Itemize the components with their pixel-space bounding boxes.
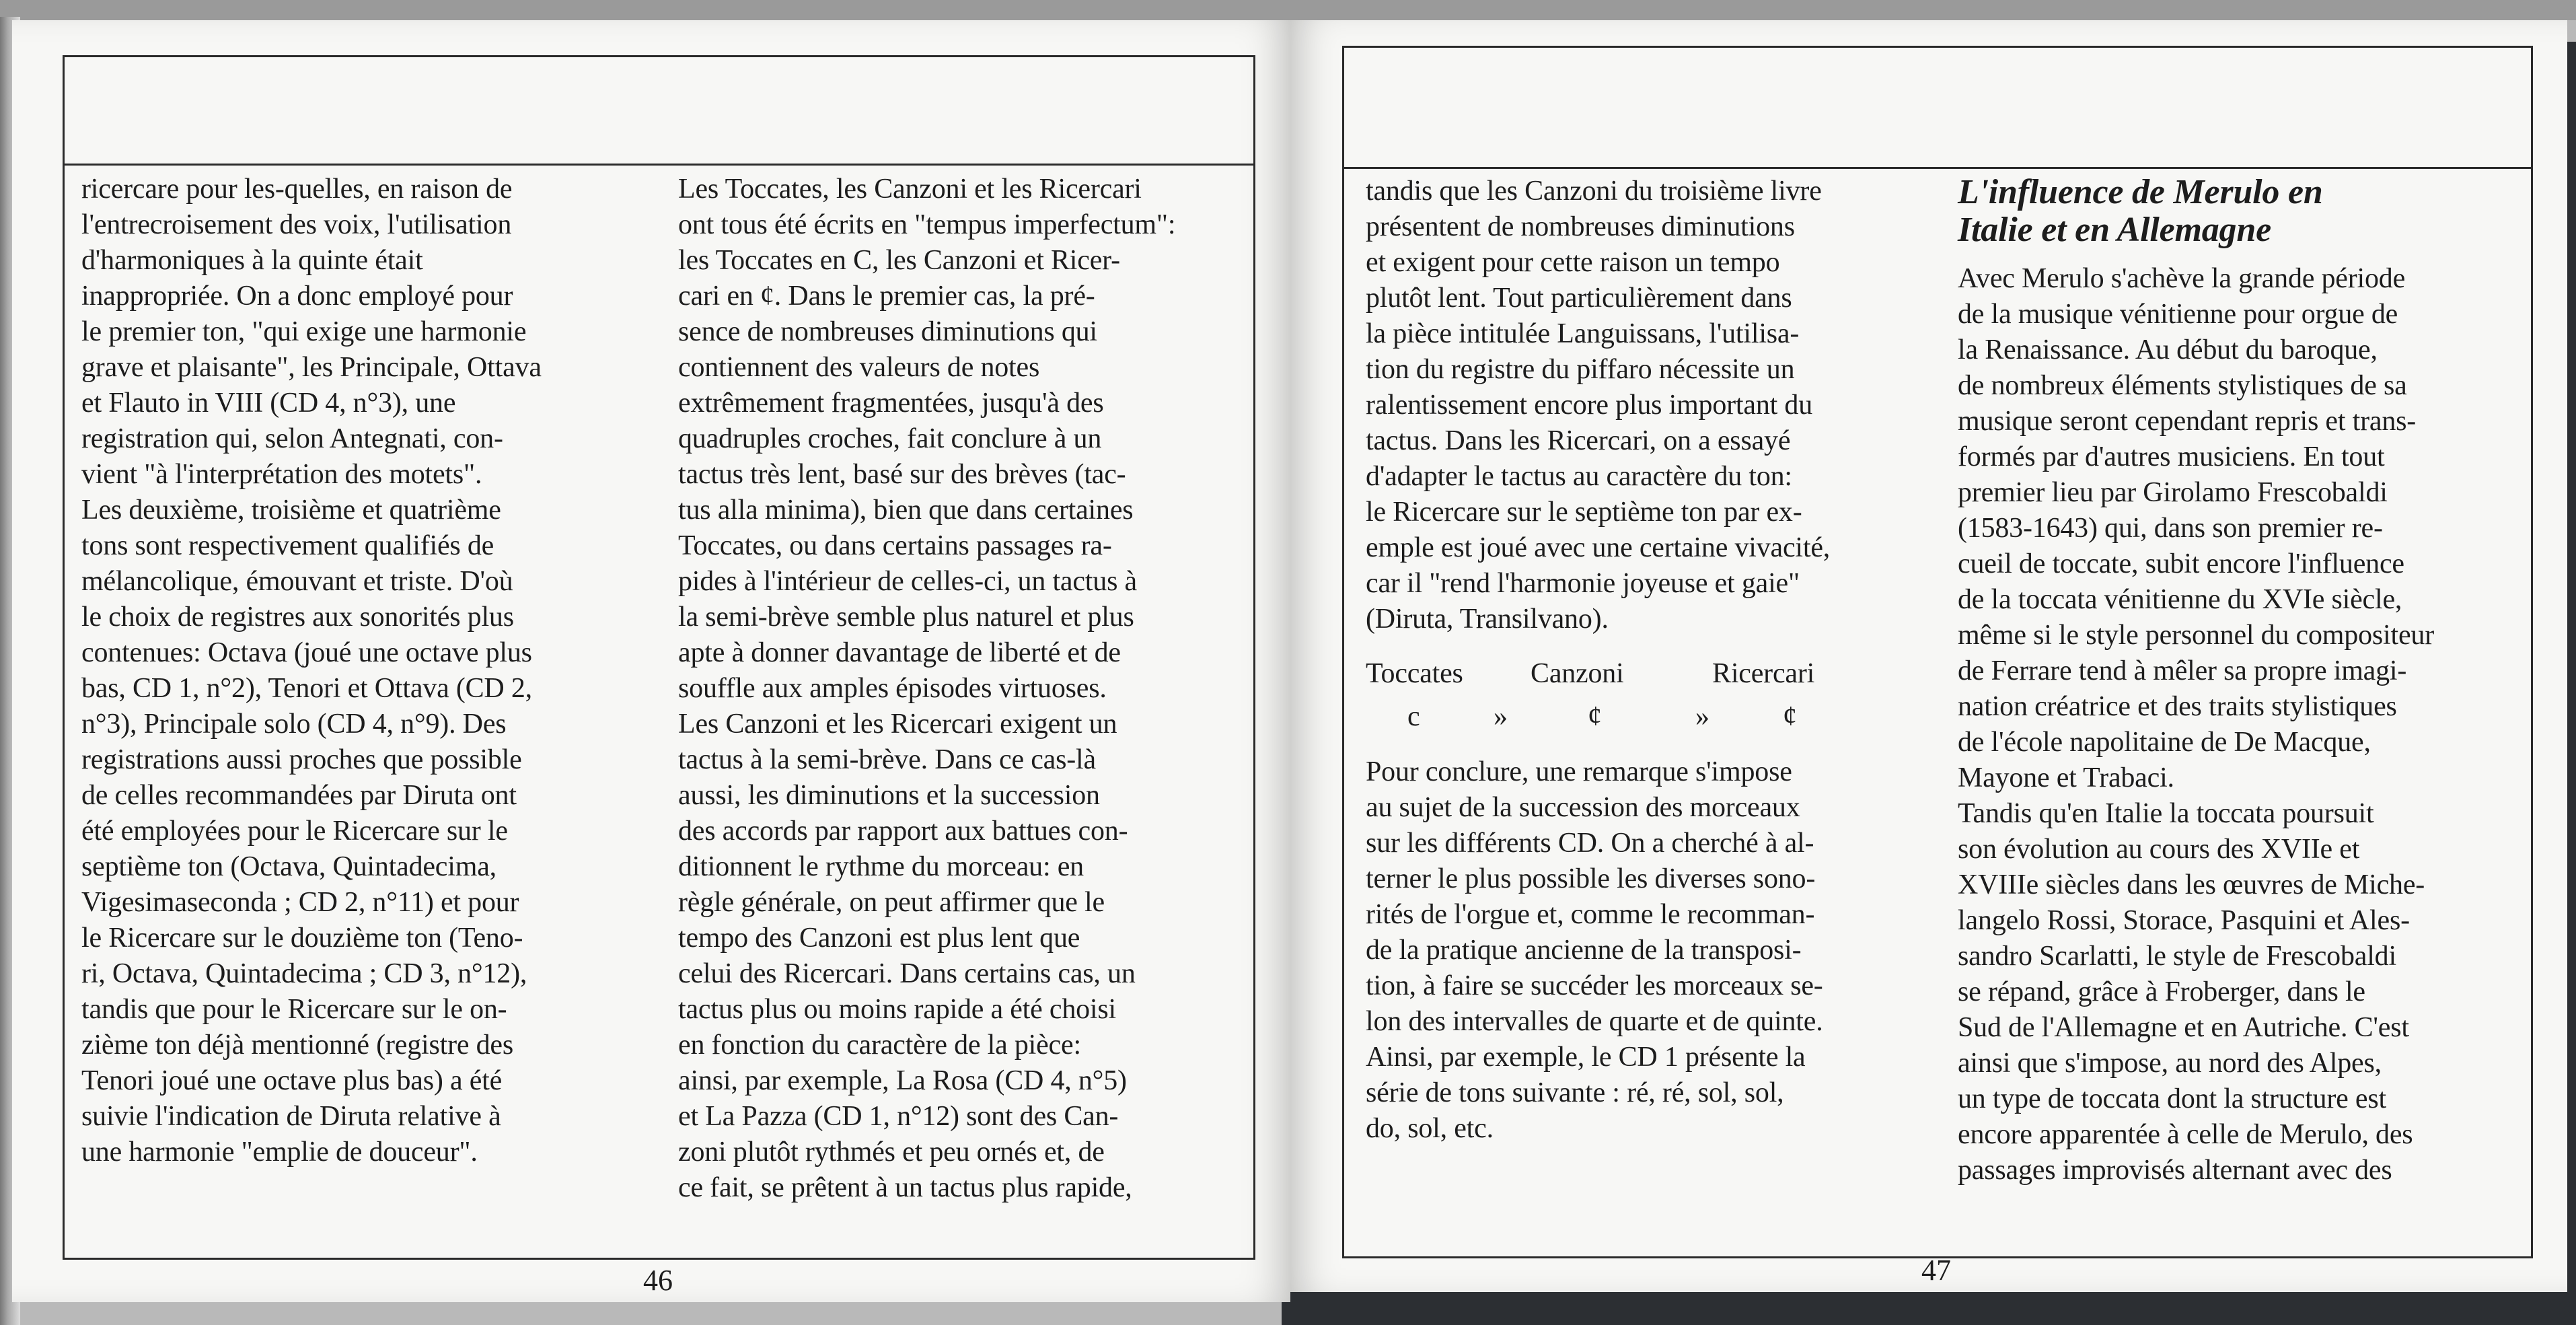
text-line: tandis que pour le Ricercare sur le on- xyxy=(81,994,507,1025)
text-line: ainsi que s'impose, au nord des Alpes, xyxy=(1958,1048,2382,1079)
tempo-table-values xyxy=(1366,695,1917,738)
text-line: aussi, les diminutions et la succession xyxy=(678,780,1100,811)
text-line: ralentissement encore plus important du xyxy=(1366,390,1813,421)
tempo-table-header xyxy=(1366,652,1917,695)
text-line: tactus. Dans les Ricercari, on a essayé xyxy=(1366,425,1791,456)
header-rule xyxy=(63,164,1255,166)
text-line: quadruples croches, fait conclure à un xyxy=(678,423,1102,454)
text-line: tons sont respectivement qualifiés de xyxy=(81,530,494,561)
tempo-value-ricercari: ¢ xyxy=(1783,701,1797,732)
text-line: celui des Ricercari. Dans certains cas, un xyxy=(678,958,1136,989)
text-line: présentent de nombreuses diminutions xyxy=(1366,211,1795,242)
text-line: tactus plus ou moins rapide a été choisi xyxy=(678,994,1117,1025)
text-line: Avec Merulo s'achève la grande période xyxy=(1958,263,2406,294)
text-line: Sud de l'Allemagne et en Autriche. C'est xyxy=(1958,1012,2409,1043)
text-line: la semi-brève semble plus naturel et plus xyxy=(678,602,1134,633)
text-line: de celles recommandées par Diruta ont xyxy=(81,780,517,811)
text-line: mélancolique, émouvant et triste. D'où xyxy=(81,566,513,597)
text-line: se répand, grâce à Froberger, dans le xyxy=(1958,976,2365,1007)
text-line: la Renaissance. Au début du baroque, xyxy=(1958,334,2378,365)
text-line: sence de nombreuses diminutions qui xyxy=(678,316,1097,347)
page-number: 47 xyxy=(1921,1254,1951,1287)
tempo-header-canzoni: Canzoni xyxy=(1531,657,1624,689)
text-line: règle générale, on peut affirmer que le xyxy=(678,887,1105,918)
background-top xyxy=(0,0,2576,20)
text-line: au sujet de la succession des morceaux xyxy=(1366,792,1800,823)
text-line: Mayone et Trabaci. xyxy=(1958,762,2174,793)
paragraph-top xyxy=(1366,174,1917,637)
text-line: zoni plutôt rythmés et peu ornés et, de xyxy=(678,1137,1105,1168)
text-line: tactus très lent, basé sur des brèves (tac- xyxy=(678,459,1126,490)
text-line: les Toccates en C, les Canzoni et Ricer- xyxy=(678,245,1120,276)
text-line: grave et plaisante", les Principale, Ottava xyxy=(81,352,542,383)
text-line: série de tons suivante : ré, ré, sol, sol, xyxy=(1366,1077,1784,1108)
text-line: passages improvisés alternant avec des xyxy=(1958,1155,2392,1186)
text-line: do, sol, etc. xyxy=(1366,1113,1494,1144)
text-line: ricercare pour les-quelles, en raison de xyxy=(81,174,513,205)
text-line: de la pratique ancienne de la transposi- xyxy=(1366,935,1802,966)
tempo-value-toccates: c xyxy=(1407,701,1420,732)
text-line: zième ton déjà mentionné (registre des xyxy=(81,1030,513,1061)
right-page-column-2 xyxy=(1958,174,2509,1188)
text-line: tempo des Canzoni est plus lent que xyxy=(678,923,1080,954)
text-line: inappropriée. On a donc employé pour xyxy=(81,281,513,312)
text-line: encore apparentée à celle de Merulo, des xyxy=(1958,1119,2413,1150)
text-line: de Ferrare tend à mêler sa propre imagi- xyxy=(1958,655,2407,686)
left-page-column-1 xyxy=(81,172,636,1170)
text-line: Pour conclure, une remarque s'impose xyxy=(1366,756,1792,787)
text-line: et exigent pour cette raison un tempo xyxy=(1366,247,1780,278)
text-line: n°3), Principale solo (CD 4, n°9). Des xyxy=(81,709,507,740)
text-line: des accords par rapport aux battues con- xyxy=(678,816,1128,847)
tempo-value-canzoni: ¢ xyxy=(1588,701,1602,732)
text-line: tactus à la semi-brève. Dans ce cas-là xyxy=(678,744,1096,775)
text-line: Les Toccates, les Canzoni et les Ricercari xyxy=(678,174,1142,205)
text-line: septième ton (Octava, Quintadecima, xyxy=(81,851,496,882)
text-line: un type de toccata dont la structure est xyxy=(1958,1083,2386,1114)
text-line: tion, à faire se succéder les morceaux se- xyxy=(1366,970,1823,1001)
text-line: musique seront cependant repris et trans- xyxy=(1958,406,2417,437)
text-line: (Diruta, Transilvano). xyxy=(1366,604,1609,635)
text-line: ont tous été écrits en "tempus imperfectum": xyxy=(678,209,1176,240)
text-line: Tandis qu'en Italie la toccata poursuit xyxy=(1958,798,2374,829)
text-line: tandis que les Canzoni du troisième livre xyxy=(1366,176,1822,207)
text-line: et Flauto in VIII (CD 4, n°3), une xyxy=(81,388,456,419)
text-line: ditionnent le rythme du morceau: en xyxy=(678,851,1084,882)
text-line: vient "à l'interprétation des motets". xyxy=(81,459,482,490)
text-line: extrêmement fragmentées, jusqu'à des xyxy=(678,388,1104,419)
text-line: ri, Octava, Quintadecima ; CD 3, n°12), xyxy=(81,958,527,989)
text-line: L'influence de Merulo en xyxy=(1958,173,2323,211)
text-line: le Ricercare sur le douzième ton (Teno- xyxy=(81,923,523,954)
text-line: sandro Scarlatti, le style de Frescobaldi xyxy=(1958,941,2396,972)
text-line: (1583-1643) qui, dans son premier re- xyxy=(1958,513,2383,544)
text-line: contiennent des valeurs de notes xyxy=(678,352,1040,383)
text-line: registration qui, selon Antegnati, con- xyxy=(81,423,503,454)
text-line: registrations aussi proches que possible xyxy=(81,744,522,775)
text-line: rités de l'orgue et, comme le recomman- xyxy=(1366,899,1815,930)
text-line: plutôt lent. Tout particulièrement dans xyxy=(1366,283,1792,314)
text-line: le choix de registres aux sonorités plus xyxy=(81,602,514,633)
text-line: la pièce intitulée Languissans, l'utilisa- xyxy=(1366,318,1800,349)
text-line: nation créatrice et des traits stylistiques xyxy=(1958,691,2397,722)
text-line: son évolution au cours des XVIIe et xyxy=(1958,834,2360,865)
text-line: d'adapter le tactus au caractère du ton: xyxy=(1366,461,1792,492)
page-number: 46 xyxy=(643,1264,673,1297)
text-line: Les Canzoni et les Ricercari exigent un xyxy=(678,709,1117,740)
section-heading xyxy=(1958,174,2509,249)
text-line: ce fait, se prêtent à un tactus plus rapide, xyxy=(678,1172,1132,1203)
text-line: Italie et en Allemagne xyxy=(1958,211,2271,249)
text-line: Ainsi, par exemple, le CD 1 présente la xyxy=(1366,1042,1806,1073)
text-line: emple est joué avec une certaine vivacité, xyxy=(1366,532,1831,563)
tempo-arrow-2: » xyxy=(1695,701,1709,732)
text-line: terner le plus possible les diverses sono- xyxy=(1366,863,1816,894)
text-line: une harmonie "emplie de douceur". xyxy=(81,1137,478,1168)
text-line: souffle aux amples épisodes virtuoses. xyxy=(678,673,1107,704)
text-line: Toccates, ou dans certains passages ra- xyxy=(678,530,1112,561)
text-line: été employées pour le Ricercare sur le xyxy=(81,816,508,847)
text-line: de la musique vénitienne pour orgue de xyxy=(1958,299,2398,330)
paragraph-bottom xyxy=(1366,754,1917,1147)
text-line: d'harmoniques à la quinte était xyxy=(81,245,423,276)
text-line: cueil de toccate, subit encore l'influence xyxy=(1958,548,2404,579)
text-line: car il "rend l'harmonie joyeuse et gaie" xyxy=(1366,568,1800,599)
text-line: ainsi, par exemple, La Rosa (CD 4, n°5) xyxy=(678,1065,1127,1096)
text-line: premier lieu par Girolamo Frescobaldi xyxy=(1958,477,2388,508)
text-line: bas, CD 1, n°2), Tenori et Ottava (CD 2, xyxy=(81,673,532,704)
left-page-column-2 xyxy=(678,172,1243,1206)
text-line: de l'école napolitaine de De Macque, xyxy=(1958,727,2371,758)
text-line: l'entrecroisement des voix, l'utilisation xyxy=(81,209,512,240)
text-line: formés par d'autres musiciens. En tout xyxy=(1958,441,2385,472)
tempo-arrow-1: » xyxy=(1494,701,1508,732)
text-line: le Ricercare sur le septième ton par ex- xyxy=(1366,497,1802,528)
section-body xyxy=(1958,261,2509,1188)
tempo-table xyxy=(1366,652,1917,738)
text-line: Vigesimaseconda ; CD 2, n°11) et pour xyxy=(81,887,519,918)
tempo-header-ricercari: Ricercari xyxy=(1712,657,1815,689)
text-line: tion du registre du piffaro nécessite un xyxy=(1366,354,1795,385)
text-line: et La Pazza (CD 1, n°12) sont des Can- xyxy=(678,1101,1119,1132)
right-page xyxy=(1290,20,2567,1292)
left-page xyxy=(12,20,1290,1302)
text-line: de la toccata vénitienne du XVIe siècle, xyxy=(1958,584,2402,615)
text-line: Les deuxième, troisième et quatrième xyxy=(81,495,501,526)
text-line: tus alla minima), bien que dans certaines xyxy=(678,495,1134,526)
text-line: contenues: Octava (joué une octave plus xyxy=(81,637,532,668)
text-line: apte à donner davantage de liberté et de xyxy=(678,637,1121,668)
text-line: lon des intervalles de quarte et de quinte. xyxy=(1366,1006,1823,1037)
text-line: XVIIIe siècles dans les œuvres de Miche- xyxy=(1958,869,2425,900)
right-page-column-1 xyxy=(1366,174,1917,1147)
text-line: en fonction du caractère de la pièce: xyxy=(678,1030,1081,1061)
text-line: Tenori joué une octave plus bas) a été xyxy=(81,1065,503,1096)
text-line: de nombreux éléments stylistiques de sa xyxy=(1958,370,2407,401)
text-line: même si le style personnel du compositeur xyxy=(1958,620,2434,651)
text-line: sur les différents CD. On a cherché à al- xyxy=(1366,828,1814,859)
text-line: suivie l'indication de Diruta relative à xyxy=(81,1101,501,1132)
text-line: langelo Rossi, Storace, Pasquini et Ales- xyxy=(1958,905,2410,936)
text-line: le premier ton, "qui exige une harmonie xyxy=(81,316,527,347)
text-line: pides à l'intérieur de celles-ci, un tactus à xyxy=(678,566,1137,597)
tempo-header-toccates: Toccates xyxy=(1366,657,1463,689)
header-rule xyxy=(1342,167,2533,169)
text-line: cari en ¢. Dans le premier cas, la pré- xyxy=(678,281,1095,312)
